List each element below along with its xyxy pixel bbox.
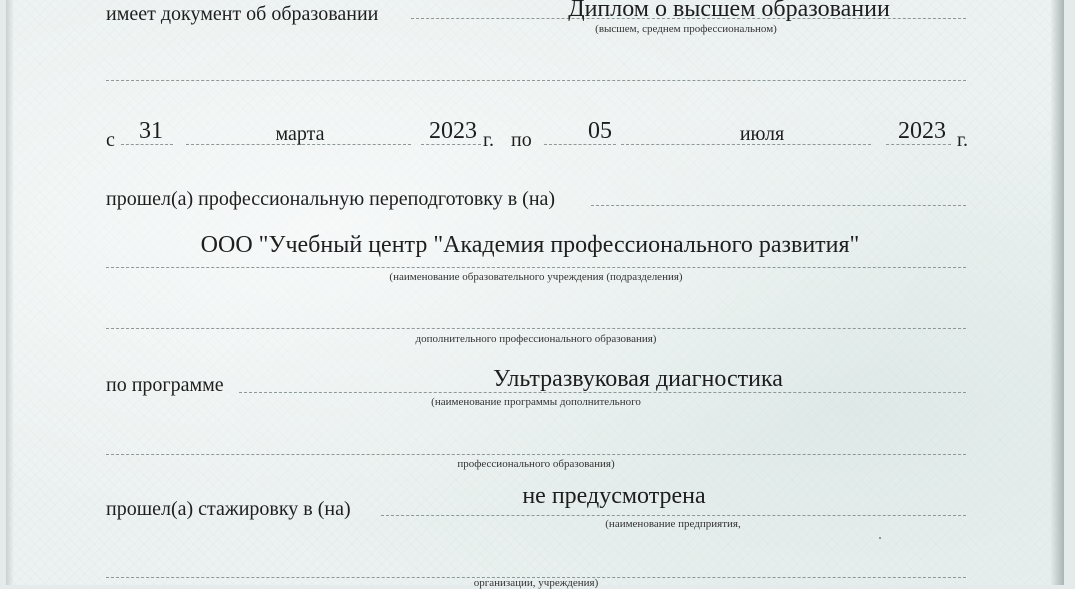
period-to-year: 2023	[898, 118, 946, 144]
period-year-suffix-1: г.	[483, 129, 494, 151]
retraining-hint-1: (наименование образовательного учреждения (подразделения)	[389, 271, 683, 283]
program-value: Ультразвуковая диагностика	[493, 366, 783, 392]
period-year-suffix-2: г.	[957, 129, 968, 151]
internship-hint-1: (наименование предприятия,	[605, 518, 741, 530]
period-from-prefix: с	[106, 129, 115, 151]
period-to-year-underline	[886, 144, 951, 145]
period-to-day-underline	[544, 144, 616, 145]
period-from-day-underline	[121, 144, 173, 145]
retraining-label-underline	[591, 205, 966, 206]
paper-edge-left	[6, 0, 14, 585]
period-from-year: 2023	[429, 118, 477, 144]
retraining-hint-2: дополнительного профессионального образования)	[415, 333, 657, 345]
period-to-prefix: по	[511, 129, 532, 151]
education-hint: (высшем, среднем профессиональном)	[595, 23, 777, 35]
blank-line-1	[106, 80, 966, 81]
internship-hint-2: организации, учреждения)	[473, 577, 599, 589]
period-from-year-underline	[421, 144, 481, 145]
period-from-month: марта	[275, 123, 325, 145]
program-label: по программе	[106, 374, 224, 396]
internship-label: прошел(а) стажировку в (на)	[106, 498, 351, 520]
retraining-value: ООО "Учебный центр "Академия профессионального развития"	[200, 232, 860, 258]
internship-underline	[381, 515, 966, 516]
program-underline	[239, 392, 966, 393]
period-to-month: июля	[739, 123, 785, 145]
certificate-sheet	[6, 0, 1064, 589]
program-hint-1: (наименование программы дополнительного	[431, 396, 641, 408]
paper-speck	[879, 537, 881, 539]
paper-edge-right	[1050, 0, 1064, 585]
period-from-day: 31	[139, 118, 163, 144]
period-to-day: 05	[588, 118, 612, 144]
education-value: Диплом о высшем образовании	[568, 0, 890, 22]
program-second-underline	[106, 454, 966, 455]
education-label: имеет документ об образовании	[106, 3, 379, 25]
program-hint-2: профессионального образования)	[457, 458, 615, 470]
retraining-label: прошел(а) профессиональную переподготовку в (на)	[106, 188, 556, 210]
internship-value: не предусмотрена	[522, 483, 706, 509]
retraining-second-underline	[106, 328, 966, 329]
retraining-value-underline	[106, 267, 966, 268]
